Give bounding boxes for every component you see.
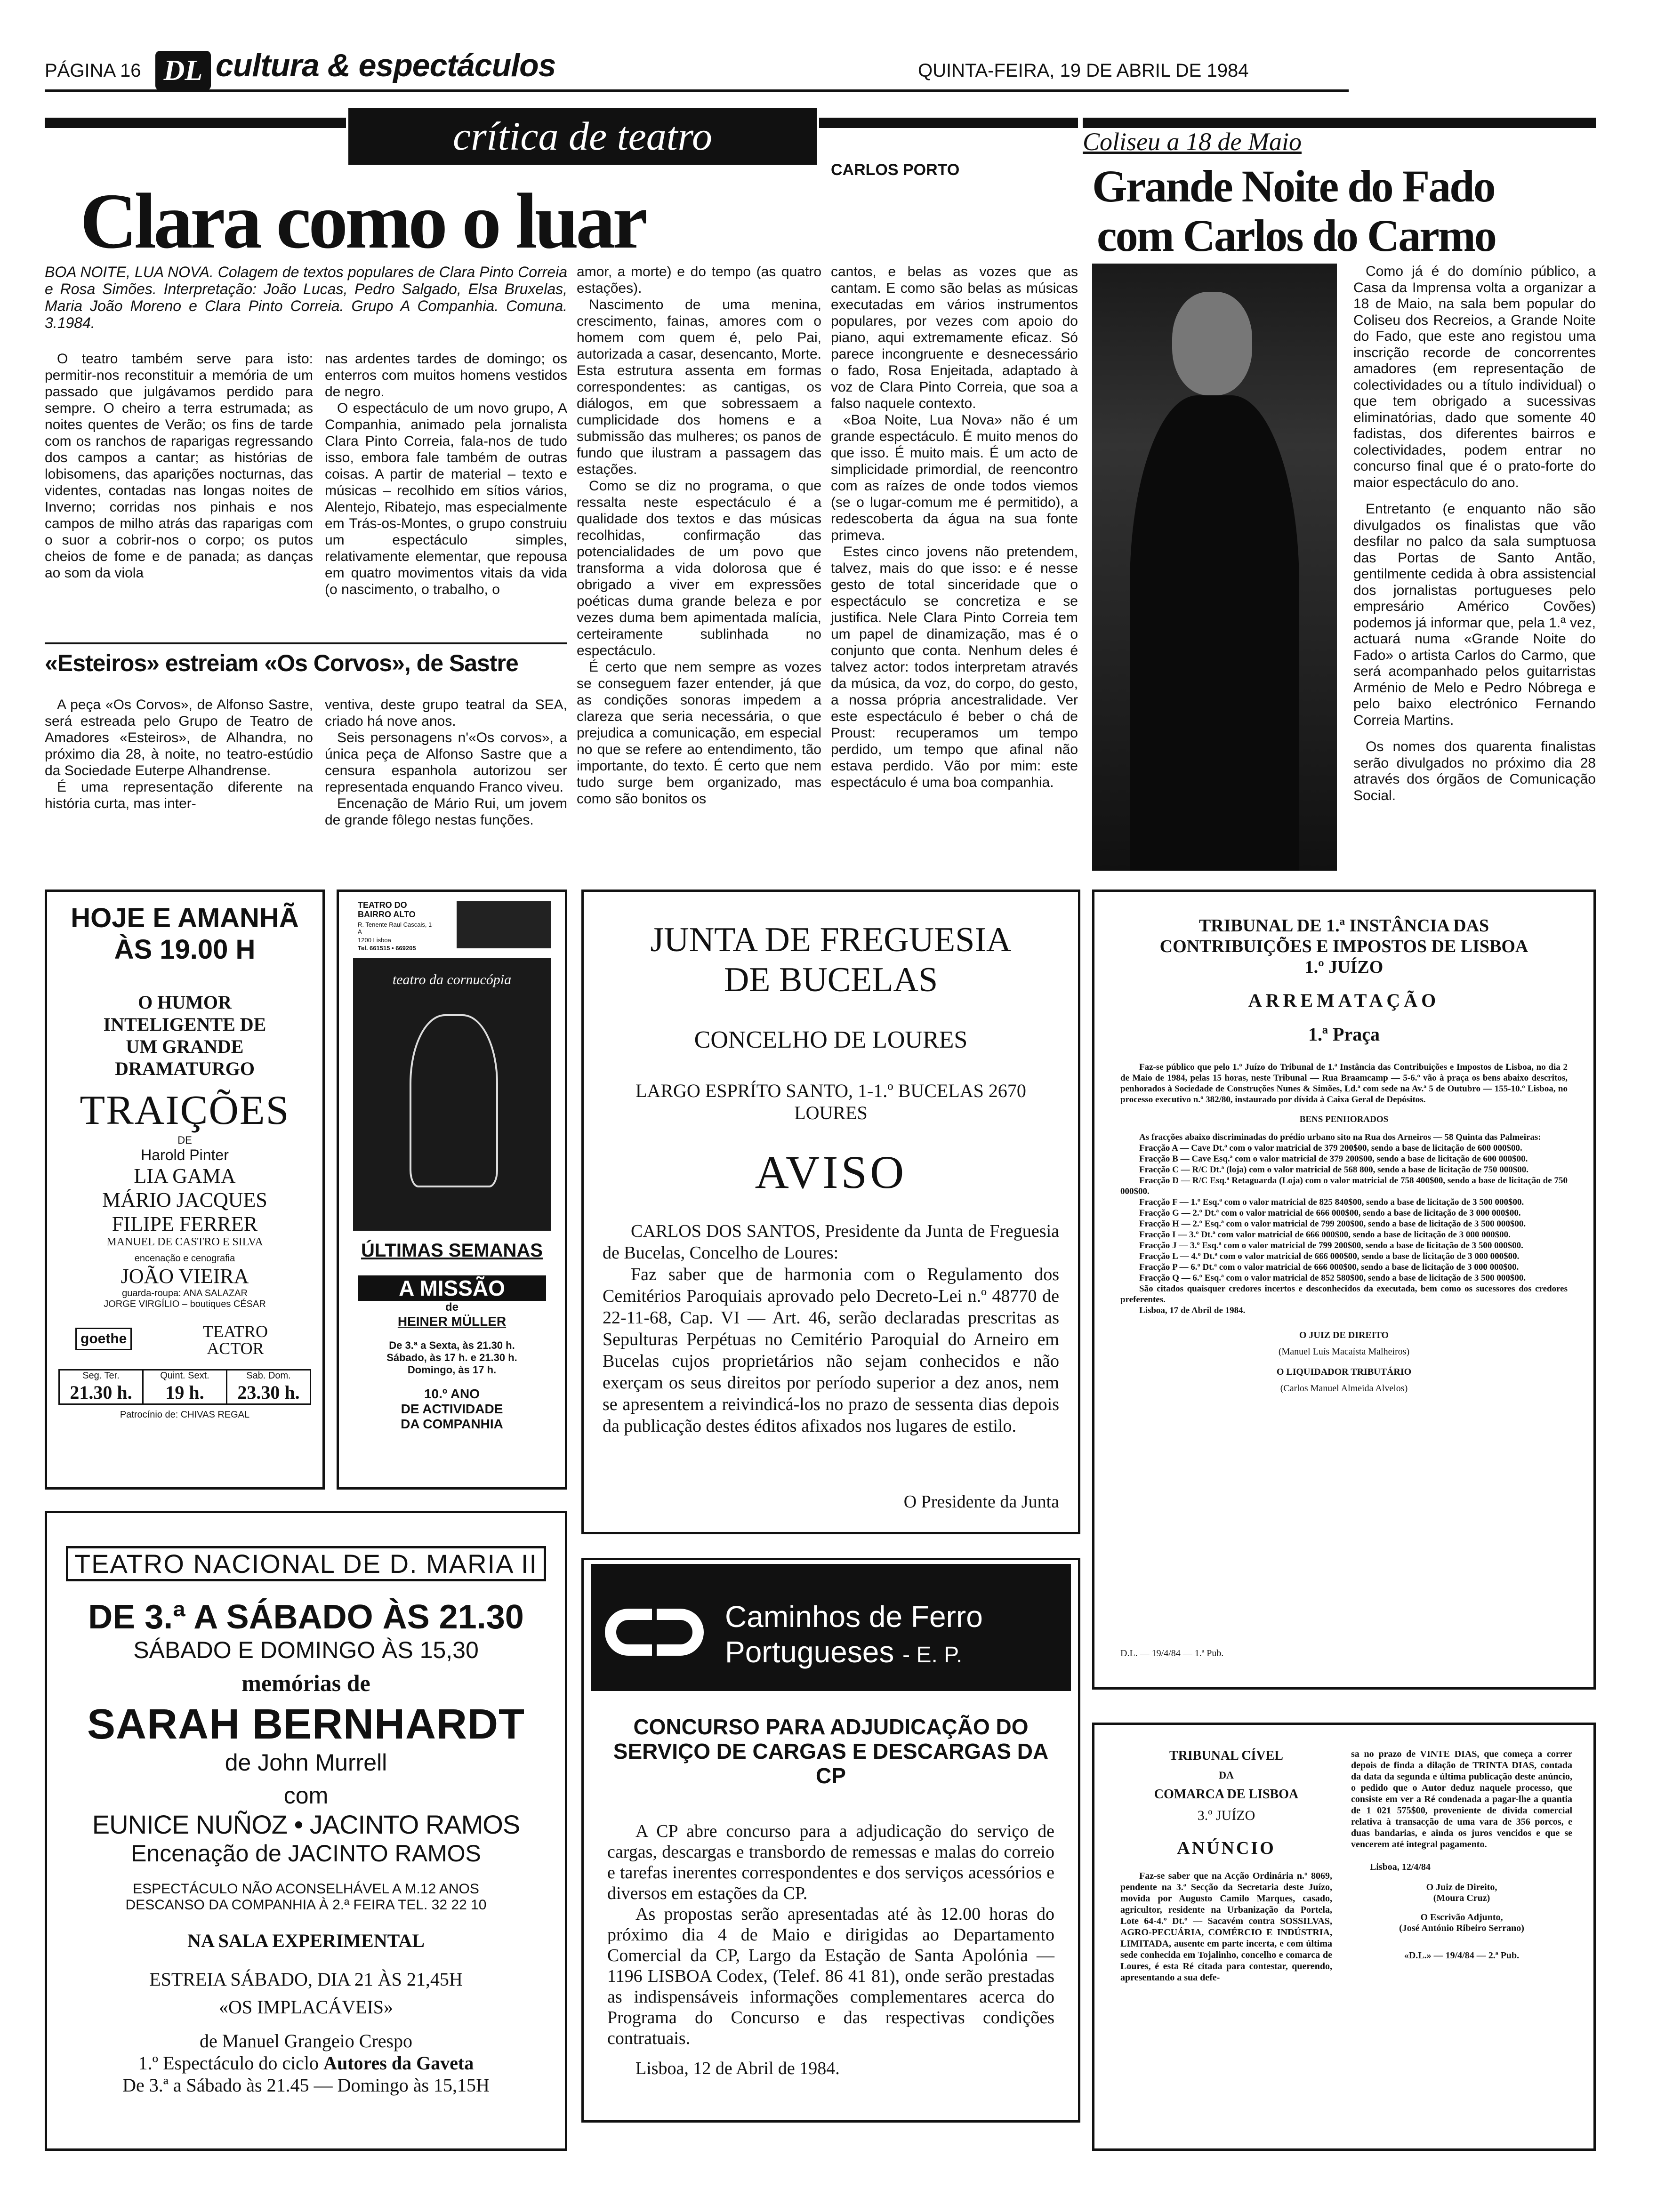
ad-nacional-cast: EUNICE NUÑOZ • JACINTO RAMOS	[92, 1810, 520, 1839]
tribunal-item: Fracção J — 3.º Esq.ª com o valor matricial de 799 200$00, sendo a base de licitação de 3 500 000$00.	[1139, 1241, 1523, 1250]
ad-missao-dark-block	[457, 901, 551, 948]
esteiros-rule	[45, 642, 567, 644]
ad-junta-body-1: CARLOS DOS SANTOS, Presidente da Junta de Freguesia de Bucelas, Concelho de Loures:	[603, 1221, 1059, 1263]
ad-tribunal-bens: BENS PENHORADOS	[1299, 1114, 1389, 1124]
ad-tribunal-liq-name: (Carlos Manuel Almeida Alvelos)	[1280, 1383, 1408, 1394]
ad-nacional-memorias: memórias de	[241, 1670, 370, 1696]
photo-face	[1172, 292, 1252, 395]
esteiros-paragraph: Seis personagens n'«Os corvos», a única peça de Alfonso Sastre que a censura espanhola autorizou ser representada enquando Franco viveu.	[325, 730, 567, 795]
ad-civel-body: Faz-se saber que na Acção Ordinária n.º 8069, pendente na 3.ª Secção da Secretaria deste Juízo, movida por Augusto Camilo Marques, casado, agricultor, residente na Urbanização da Portela, Lote 64-4.º Dt.º — Sacavém contra SOSSILVAS, AGRO-PECUÁRIA, COMÉRCIO E INDÚSTRIA, LIMITADA, ausente em parte incerta, e com última sede conhecida em Tojalinho, concelho e comarca de Loures, é esta Ré citada para contestar, querendo, apresentando a sua defe-	[1120, 1871, 1332, 1983]
ad-junta-title-2: DE BUCELAS	[724, 961, 938, 999]
cp-brand-3-text: - E. P.	[902, 1643, 963, 1667]
ad-missao-poster-title: teatro da cornucópia	[392, 972, 512, 987]
tribunal-item: Fracção I — 3.º Dt.ª com valor matricial de 666 000$00, sendo a base de licitação de 3 000 000$00.	[1139, 1230, 1511, 1240]
header-rule	[45, 89, 1349, 92]
ad-nacional	[45, 1511, 567, 2151]
tribunal-date: Lisboa, 17 de Abril de 1984.	[1139, 1306, 1246, 1315]
esteiros-paragraph: A peça «Os Corvos», de Alfonso Sastre, será estreada pelo Grupo de Teatro de Amadores «Esteiros», de Alhandra, no próximo dia 28, à noite, no teatro-estúdio da Sociedade Euterpe Alhandrense.	[45, 697, 313, 778]
esteiros-paragraph: Encenação de Mário Rui, um jovem de grande fôlego nestas funções.	[325, 796, 567, 828]
tribunal-item: Fracção G — 2.º Dt.ª com o valor matricial de 666 000$00, sendo a base de licitação de 3 000 000$00.	[1139, 1208, 1521, 1218]
ad-cp-p2: As propostas serão apresentadas até às 12.00 horas do próximo dia 4 de Maio e dirigidas ao Departamento Comercial da CP, Largo da Estação de Santa Apolónia — 1196 LISBOA Codex, (Telef. 86 41 81), onde serão prestadas as indispensáveis informações complementares acerca do Programa do Concurso e das respectivas condições contratuais.	[607, 1904, 1054, 2048]
ad-traicoes-l6: DRAMATURGO	[114, 1058, 255, 1079]
ad-civel-juiz-name: (Moura Cruz)	[1433, 1893, 1490, 1903]
ad-missao-banner	[358, 1275, 546, 1301]
ad-cp	[581, 1558, 1080, 2123]
ad-missao-poster	[353, 958, 551, 1231]
ad-missao-a1: 10.º ANO	[424, 1387, 480, 1401]
ad-traicoes	[45, 890, 325, 1490]
ad-traicoes-l2: ÀS 19.00 H	[114, 934, 256, 965]
critique-paragraph: É certo que nem sempre as vozes se conseguem fazer entender, já que as condições sonoras impedem a clareza que seria necessária, o que prejudica a comunicação, em especial no que se refere ao entendimento, tão importante, do texto. É certo que nem tudo surge bem organizado, mas como são bonitos os	[577, 659, 821, 807]
ad-civel-date: Lisboa, 12/4/84	[1370, 1862, 1431, 1872]
page-number: PÁGINA 16	[45, 60, 141, 81]
ad-civel-t4: 3.º JUÍZO	[1197, 1808, 1255, 1823]
goethe-logo: goethe	[75, 1328, 132, 1350]
critique-col-4	[831, 264, 1078, 791]
ad-traicoes-guarda: guarda-roupa: ANA SALAZAR	[122, 1288, 248, 1298]
ad-nacional-estreia: ESTREIA SÁBADO, DIA 21 ÀS 21,45H	[149, 1969, 463, 1990]
ad-civel-right	[1351, 1748, 1572, 1961]
ad-civel-t2: DA	[1219, 1769, 1234, 1781]
ad-nacional-com: com	[283, 1782, 329, 1809]
ad-tribunal-title-2: CONTRIBUIÇÕES E IMPOSTOS DE LISBOA	[1159, 937, 1528, 956]
tribunal-item: Fracção A — Cave Dt.ª com o valor matricial de 379 200$00, sendo a base de licitação de 600 000$00.	[1139, 1143, 1522, 1153]
ad-traicoes-cast-4: MANUEL DE CASTRO E SILVA	[106, 1236, 263, 1248]
ad-missao-head	[339, 892, 565, 958]
coliseu-title-2: com Carlos do Carmo	[1097, 210, 1496, 261]
ad-tribunal-items	[1120, 1143, 1568, 1316]
schedule-days: Sab. Dom.	[246, 1370, 291, 1381]
ad-missao	[337, 890, 567, 1490]
critique-paragraph: Como se diz no programa, o que ressalta neste espectáculo é a qualidade dos textos e das músicas recolhidas, confirmação das potencialidades de um povo que transforma a vida dolorosa que é obrigado a viver em expressões poéticas duma grande beleza e por vezes duma bem apimentada malícia, certeiramente sublinhada no espectáculo.	[577, 478, 821, 658]
coliseu-text	[1353, 264, 1596, 804]
schedule-time: 19 h.	[165, 1382, 204, 1403]
ad-tribunal-intro: Faz-se público que pelo 1.º Juízo do Tribunal de 1.ª Instância das Contribuições e Impostos de Lisboa, no dia 2 de Maio de 1984, pelas 15 horas, neste Tribunal — Rua Braamcamp — 5-6.º vão à praça os bens abaixo descritos, penhorados à Sociedade de Construções Nunes & Simões, Ld.ª com sede na Av.ª 5 de Outubro — 155-10.º Lisboa, no processo executivo n.º 382/80, instaurado por dívida à Caixa Geral de Depósitos.	[1120, 1062, 1568, 1105]
critique-paragraph: Nascimento de uma menina, crescimento, fainas, amores com o homem com quem é, pelo Pai, autorizada a casar, desencanto, Morte. Esta estrutura assenta em formas correspondentes: as cantigas, os diálogos, em que sobressaem a cumplicidade dos homens e a submissão das mulheres; os panos de fundo que ilustram a passagem das estações.	[577, 297, 821, 477]
coliseu-title-1: Grande Noite do Fado	[1092, 161, 1495, 211]
ad-tribunal-praca: 1.ª Praça	[1308, 1024, 1380, 1045]
ad-traicoes-enc: encenação e cenografia	[134, 1253, 235, 1264]
ad-traicoes-patrocinio: Patrocínio de: CHIVAS REGAL	[120, 1410, 250, 1420]
ad-civel-t3: COMARCA DE LISBOA	[1154, 1787, 1299, 1802]
ad-traicoes-l4: INTELIGENTE DE	[103, 1014, 266, 1035]
schedule-days: Quint. Sext.	[160, 1370, 209, 1381]
ad-tribunal-juiz-name: (Manuel Luís Macaísta Malheiros)	[1278, 1346, 1410, 1357]
critique-paragraph: nas ardentes tardes de domingo; os enterros com muitos homens vestidos de negro.	[325, 351, 567, 400]
critique-col-3	[577, 264, 821, 807]
schedule-time: 21.30 h.	[70, 1382, 132, 1403]
ad-traicoes-l5: UM GRANDE	[126, 1036, 244, 1057]
ad-traicoes-de: DE	[177, 1134, 192, 1146]
ad-nacional-warn-1: ESPECTÁCULO NÃO ACONSELHÁVEL A M.12 ANOS	[133, 1881, 479, 1897]
critique-rule-right	[819, 118, 1078, 128]
logo-text: DL	[163, 55, 203, 87]
critique-author: CARLOS PORTO	[831, 161, 960, 179]
ad-junta-addr-2: LOURES	[794, 1102, 868, 1123]
esteiros-paragraph: ventiva, deste grupo teatral da SEA, criado há nove anos.	[325, 697, 567, 729]
section-title: cultura & espectáculos	[216, 48, 556, 83]
ad-traicoes-cast-2: MÁRIO JACQUES	[102, 1188, 267, 1211]
ad-junta-sign: O Presidente da Junta	[903, 1492, 1059, 1512]
ad-missao-de: de	[445, 1301, 458, 1314]
esteiros-col-1	[45, 697, 313, 812]
ad-tribunal-title-3: 1.º JUÍZO	[1304, 957, 1384, 977]
ad-nacional-sala: NA SALA EXPERIMENTAL	[187, 1930, 425, 1951]
ad-nacional-l2: SÁBADO E DOMINGO ÀS 15,30	[133, 1637, 479, 1663]
ad-traicoes-author: Harold Pinter	[141, 1146, 229, 1163]
cp-brand-1: Caminhos de Ferro	[725, 1600, 983, 1634]
tribunal-item: Fracção C — R/C Dt.ª (loja) com o valor matricial de 568 800, sendo a base de licitação de 750 000$00.	[1139, 1165, 1528, 1175]
tribunal-item: Fracção L — 4.º Dt.ª com o valor matricial de 666 000$00, sendo a base de licitação de 3 000 000$00.	[1139, 1251, 1520, 1261]
coliseu-paragraph: Entretanto (e enquanto não são divulgados os finalistas que vão desfilar no palco da sala sumptuosa das Portas de Santo Antão, gentilmente cedida à obra assistencial dos jornalistas portugueses pelo empresário Américo Covões) podemos já informar que, pela 1.ª vez, actuará numa «Grande Noite do Fado» o artista Carlos do Carmo, que será acompanhado pelos guitarristas Arménio de Melo e Pedro Nóbrega e pelo baixo electrónico Fernando Correia Martins.	[1353, 501, 1596, 728]
ad-civel-esc: O Escrivão Adjunto,	[1420, 1912, 1503, 1923]
photo-body	[1130, 395, 1299, 871]
ad-missao-addr-1: R. Tenente Raul Cascais, 1-A	[358, 921, 434, 935]
teatro-actor-logo: TEATRO ACTOR	[203, 1322, 268, 1358]
tribunal-item: Fracção H — 2.º Esq.ª com o valor matricial de 799 200$00, sendo a base de licitação de 3 500 000$00.	[1139, 1219, 1526, 1229]
ad-missao-a2: DE ACTIVIDADE	[401, 1402, 503, 1416]
schedule-days: Seg. Ter.	[82, 1370, 120, 1381]
ad-missao-author: HEINER MÜLLER	[397, 1314, 507, 1329]
critique-paragraph: «Boa Noite, Lua Nova» não é um grande espectáculo. É muito menos do que isso. É muito mais. É um acto de simplicidade primordial, de reencontro com as raízes de onde todos viemos (se o lugar-comum me é permitido), a redescoberta da água na sua fonte primeva.	[831, 412, 1078, 543]
coliseu-paragraph: Os nomes dos quarenta finalistas serão divulgados no próximo dia 28 através dos órgãos de Comunicação Social.	[1353, 739, 1596, 803]
ad-missao-theatre: TEATRO DO BAIRRO ALTO	[358, 900, 416, 919]
ad-tribunal-title-1: TRIBUNAL DE 1.ª INSTÂNCIA DAS	[1199, 916, 1489, 936]
ad-missao-s1: De 3.ª a Sexta, às 21.30 h.	[389, 1339, 515, 1351]
carlos-do-carmo-photo	[1092, 264, 1337, 871]
ad-tribunal	[1092, 890, 1596, 1690]
cp-logo-left	[605, 1609, 652, 1656]
critique-rule-left	[45, 118, 346, 128]
ad-junta-title-1: JUNTA DE FREGUESIA	[650, 921, 1012, 959]
critique-paragraph: O teatro também serve para isto: permitir-nos reconstituir a memória de um passado que julgávamos perdido para sempre. O cheiro a terra estrumada; as noites quentes de Verão; os fins de tarde com os ranchos de raparigas regressando dos campos a cantar; as histórias de lobisomens, das aparições nocturnas, das videntes, contadas nas longas noites de Inverno; corridas nos pinhais e nos campos de milho atrás das raparigas com o suor a cobrir-nos o corpo; os putos cheios de fome e de panada; as danças ao som da viola	[45, 351, 313, 581]
tribunal-item: Fracção P — 6.º Dt.ª com o valor matricial de 666 000$00, sendo a base de licitação de 3 000 000$00.	[1139, 1262, 1519, 1272]
ad-tribunal-juiz: O JUIZ DE DIREITO	[1299, 1330, 1389, 1340]
critique-col-1	[45, 351, 313, 581]
ad-tribunal-dl: D.L. — 19/4/84 — 1.ª Pub.	[1120, 1648, 1224, 1659]
coliseu-kicker: Coliseu a 18 de Maio	[1083, 128, 1302, 156]
ad-nacional-title: SARAH BERNHARDT	[87, 1701, 525, 1748]
ad-nacional-ciclo	[47, 2052, 565, 2074]
ad-nacional-warn-2: DESCANSO DA COMPANHIA À 2.ª FEIRA TEL. 32 22 10	[125, 1897, 487, 1913]
schedule-cell	[58, 1369, 144, 1405]
cp-brand-2	[725, 1635, 962, 1669]
ad-cp-p1: A CP abre concurso para a adjudicação do serviço de cargas, descargas e transbordo de remessas e malas do correio e tarefas inerentes correspondentes e dos serviços acessórios e diversos em estações da CP.	[607, 1821, 1054, 1903]
issue-date: QUINTA-FEIRA, 19 DE ABRIL DE 1984	[918, 60, 1249, 81]
logo	[155, 51, 211, 90]
critique-paragraph: Estes cinco jovens não pretendem, talvez, mais do que isso: e é nesse gesto de total sinceridade que o espectáculo se concretiza e se justifica. Nele Clara Pinto Correia tem um papel de dinamização, mas é o conjunto que conta. Nenhum deles é talvez actor: todos interpretam através da música, da voz, do corpo, do gesto, a nossa própria ancestralidade. Ver este espectáculo é beber o chá de Proust: recuperamos um tempo perdido, um tempo que afinal não estava perdido. Vão por mim: este espectáculo é uma boa companhia.	[831, 544, 1078, 790]
ad-nacional-ciclo-name: Autores da Gaveta	[323, 2052, 474, 2074]
ad-civel	[1092, 1723, 1596, 2151]
ad-tribunal-lead: As fracções abaixo discriminadas do prédio urbano sito na Rua dos Arneiros — 58 Quinta das Palmeiras:	[1139, 1132, 1541, 1142]
schedule-cell	[227, 1369, 311, 1405]
ad-civel-esc-name: (José António Ribeiro Serrano)	[1399, 1923, 1524, 1933]
cp-logo-right	[657, 1609, 704, 1656]
ad-nacional-author-2: de Manuel Grangeio Crespo	[199, 2030, 413, 2052]
critique-paragraph: amor, a morte) e do tempo (as quatro estações).	[577, 264, 821, 296]
tribunal-item: Fracção Q — 6.º Esq.ª com o valor matricial de 852 580$00, sendo a base de licitação de 3 500 000$00.	[1139, 1273, 1526, 1283]
critique-paragraph: O espectáculo de um novo grupo, A Companhia, animado pela jornalista Clara Pinto Correia, fala-nos de tudo isso, embora fale também de outras coisas. A partir de material – texto e músicas – recolhido em sítios vários, Alentejo, Ribatejo, mas especialmente em Trás-os-Montes, o grupo construiu um espectáculo simples, relativamente elementar, que repousa em quatro movimentos vitais da vida (o nascimento, o trabalho, o	[325, 401, 567, 597]
ad-nacional-sched: De 3.ª a Sábado às 21.45 — Domingo às 15,15H	[122, 2075, 490, 2096]
ad-traicoes-schedule	[47, 1369, 322, 1405]
ad-missao-a3: DA COMPANHIA	[401, 1417, 503, 1431]
ad-civel-left	[1120, 1748, 1332, 1983]
ad-nacional-ciclo-text: 1.º Espectáculo do ciclo	[138, 2052, 324, 2074]
schedule-time: 23.30 h.	[237, 1382, 300, 1403]
ad-missao-s3: Domingo, às 17 h.	[407, 1364, 497, 1376]
tribunal-item: Fracção B — Cave Esq.ª com o valor matricial de 379 200$00, sendo a base de licitação de 600 000$00.	[1139, 1154, 1528, 1164]
ad-tribunal-liq: O LIQUIDADOR TRIBUTÁRIO	[1276, 1367, 1412, 1377]
ad-junta-body-2: Faz saber que de harmonia com o Regulamento dos Cemitérios Paroquiais aprovado pelo Decreto-Lei n.º 48770 de 22-11-68, Cap. VI — Art. 46, serão declaradas prescritas as Sepulturas Perpétuas no Cemitério Paroquial do Arneiro em Bucelas cujos proprietários não sejam conhecidos e não exerçam os seus direitos por período superior a dez anos, nem se apresentem a reivindicá-los no prazo de sessenta dias depois da publicação destes éditos afixados nos lugares de estilo.	[603, 1265, 1059, 1436]
esteiros-title: «Esteiros» estreiam «Os Corvos», de Sastre	[45, 650, 518, 676]
ad-traicoes-jorge: JORGE VIRGÍLIO – boutiques CÉSAR	[104, 1299, 266, 1309]
ad-cp-date: Lisboa, 12 de Abril de 1984.	[635, 2059, 840, 2078]
tribunal-item: Fracção D — R/C Esq.ª Retaguarda (Loja) com o valor matricial de 758 400$00, sendo a base de licitação de 750 000$00.	[1120, 1176, 1568, 1196]
ad-traicoes-logos	[47, 1318, 322, 1361]
ad-civel-body-2: sa no prazo de VINTE DIAS, que começa a correr depois de finda a dilação de TRINTA DIAS, contada da data da segunda e última publicação deste anúncio, o pedido que o Autor deduz naquele processo, que consiste em ver a Ré condenada a pagar-lhe a quantia de 1 021 575$00, proveniente de dívida comercial relativa à transacção de uma vara de 356 porcos, e duas bandarias, e ainda os juros vencidos e que se vencerem até integral pagamento.	[1351, 1749, 1572, 1850]
critique-paragraph: cantos, e belas as vozes que as cantam. E como são belas as músicas executadas em vários instrumentos populares, por vezes com apoio do piano, aqui extremamente eficaz. Só parece incongruente e desnecessário o fado, Rosa Enjeitada, adaptado à voz de Clara Pinto Correia, que soa a falso naquele contexto.	[831, 264, 1078, 411]
critique-credits: BOA NOITE, LUA NOVA. Colagem de textos populares de Clara Pinto Correia e Rosa Simões. Interpretação: João Lucas, Pedro Salgado, Elsa Bruxelas, Maria João Moreno e Clara Pinto Correia. Grupo A Companhia. Comuna. 3.1984.	[45, 264, 567, 331]
ad-civel-dl: «D.L.» — 19/4/84 — 2.ª Pub.	[1404, 1950, 1520, 1961]
ad-missao-poster-figure	[410, 1014, 498, 1187]
ad-traicoes-cast-3: FILIPE FERRER	[112, 1212, 258, 1235]
critique-col-2	[325, 351, 567, 598]
ad-nacional-head: TEATRO NACIONAL DE D. MARIA II	[66, 1546, 546, 1581]
coliseu-rule	[1083, 118, 1596, 128]
ad-missao-s2: Sábado, às 17 h. e 21.30 h.	[386, 1352, 517, 1363]
ad-traicoes-cast-1: LIA GAMA	[134, 1164, 236, 1187]
ad-junta-aviso: AVISO	[755, 1146, 907, 1198]
schedule-cell	[144, 1369, 227, 1405]
ad-tribunal-arr: ARREMATAÇÃO	[1248, 990, 1440, 1011]
esteiros-paragraph: É uma representação diferente na história curta, mas inter-	[45, 779, 313, 811]
ad-missao-ultimas: ÚLTIMAS SEMANAS	[361, 1240, 543, 1261]
ad-traicoes-title: TRAIÇÕES	[80, 1088, 290, 1133]
ad-junta-addr-1: LARGO ESPRÍTO SANTO, 1-1.º BUCELAS 2670	[635, 1080, 1026, 1101]
esteiros-col-2	[325, 697, 567, 828]
ad-nacional-implac: «OS IMPLACÁVEIS»	[218, 1996, 394, 2018]
ad-civel-juiz: O Juiz de Direito,	[1426, 1882, 1497, 1892]
ad-traicoes-director: JOÃO VIEIRA	[121, 1265, 249, 1288]
critique-title: Clara como o luar	[80, 177, 645, 265]
ad-missao-addr-2: 1200 Lisboa	[358, 937, 391, 944]
cp-brand-2-text: Portugueses	[725, 1635, 894, 1669]
ad-civel-t1: TRIBUNAL CÍVEL	[1169, 1748, 1283, 1763]
coliseu-paragraph: Como já é do domínio público, a Casa da Imprensa volta a organizar a 18 de Maio, na sala bem popular do Coliseu dos Recreios, a Grande Noite do Fado, que este ano registou uma inscrição recorde de concorrentes amadores (em representação de colectividades ou a título individual) o que tem obrigado a sucessivas eliminatórias, dado que somente 40 fadistas, dos diferentes bairros e colectividades, podem entrar no concurso final que é o prato-forte do maior espectáculo do ano.	[1353, 264, 1596, 490]
ad-junta-concelho: CONCELHO DE LOURES	[694, 1026, 968, 1053]
ad-junta	[581, 890, 1080, 1534]
critique-banner-text: crítica de teatro	[453, 113, 712, 159]
ad-traicoes-l3: O HUMOR	[138, 992, 232, 1013]
ad-cp-title: CONCURSO PARA ADJUDICAÇÃO DO SERVIÇO DE CARGAS E DESCARGAS DA CP	[613, 1715, 1049, 1788]
ad-traicoes-l1: HOJE E AMANHÃ	[71, 903, 299, 933]
cp-logo-icon	[605, 1609, 704, 1656]
ad-missao-tel: Tel. 661515 • 669205	[358, 945, 416, 952]
tribunal-item: Fracção F — 1.º Esq.ª com o valor matricial de 825 840$00, sendo a base de licitação de 3 500 000$00.	[1139, 1197, 1524, 1207]
ad-nacional-enc: Encenação de JACINTO RAMOS	[131, 1840, 481, 1867]
ad-nacional-l1: DE 3.ª A SÁBADO ÀS 21.30	[88, 1598, 524, 1636]
ad-civel-anuncio: ANÚNCIO	[1177, 1838, 1276, 1858]
ad-missao-title: A MISSÃO	[399, 1276, 505, 1300]
ad-nacional-author: de John Murrell	[225, 1749, 387, 1776]
tribunal-citados: São citados quaisquer credores incertos e desconhecidos da executada, bem como os sucessores dos credores preferentes.	[1120, 1284, 1568, 1305]
ad-cp-banner	[591, 1564, 1071, 1691]
critique-banner	[348, 108, 817, 165]
